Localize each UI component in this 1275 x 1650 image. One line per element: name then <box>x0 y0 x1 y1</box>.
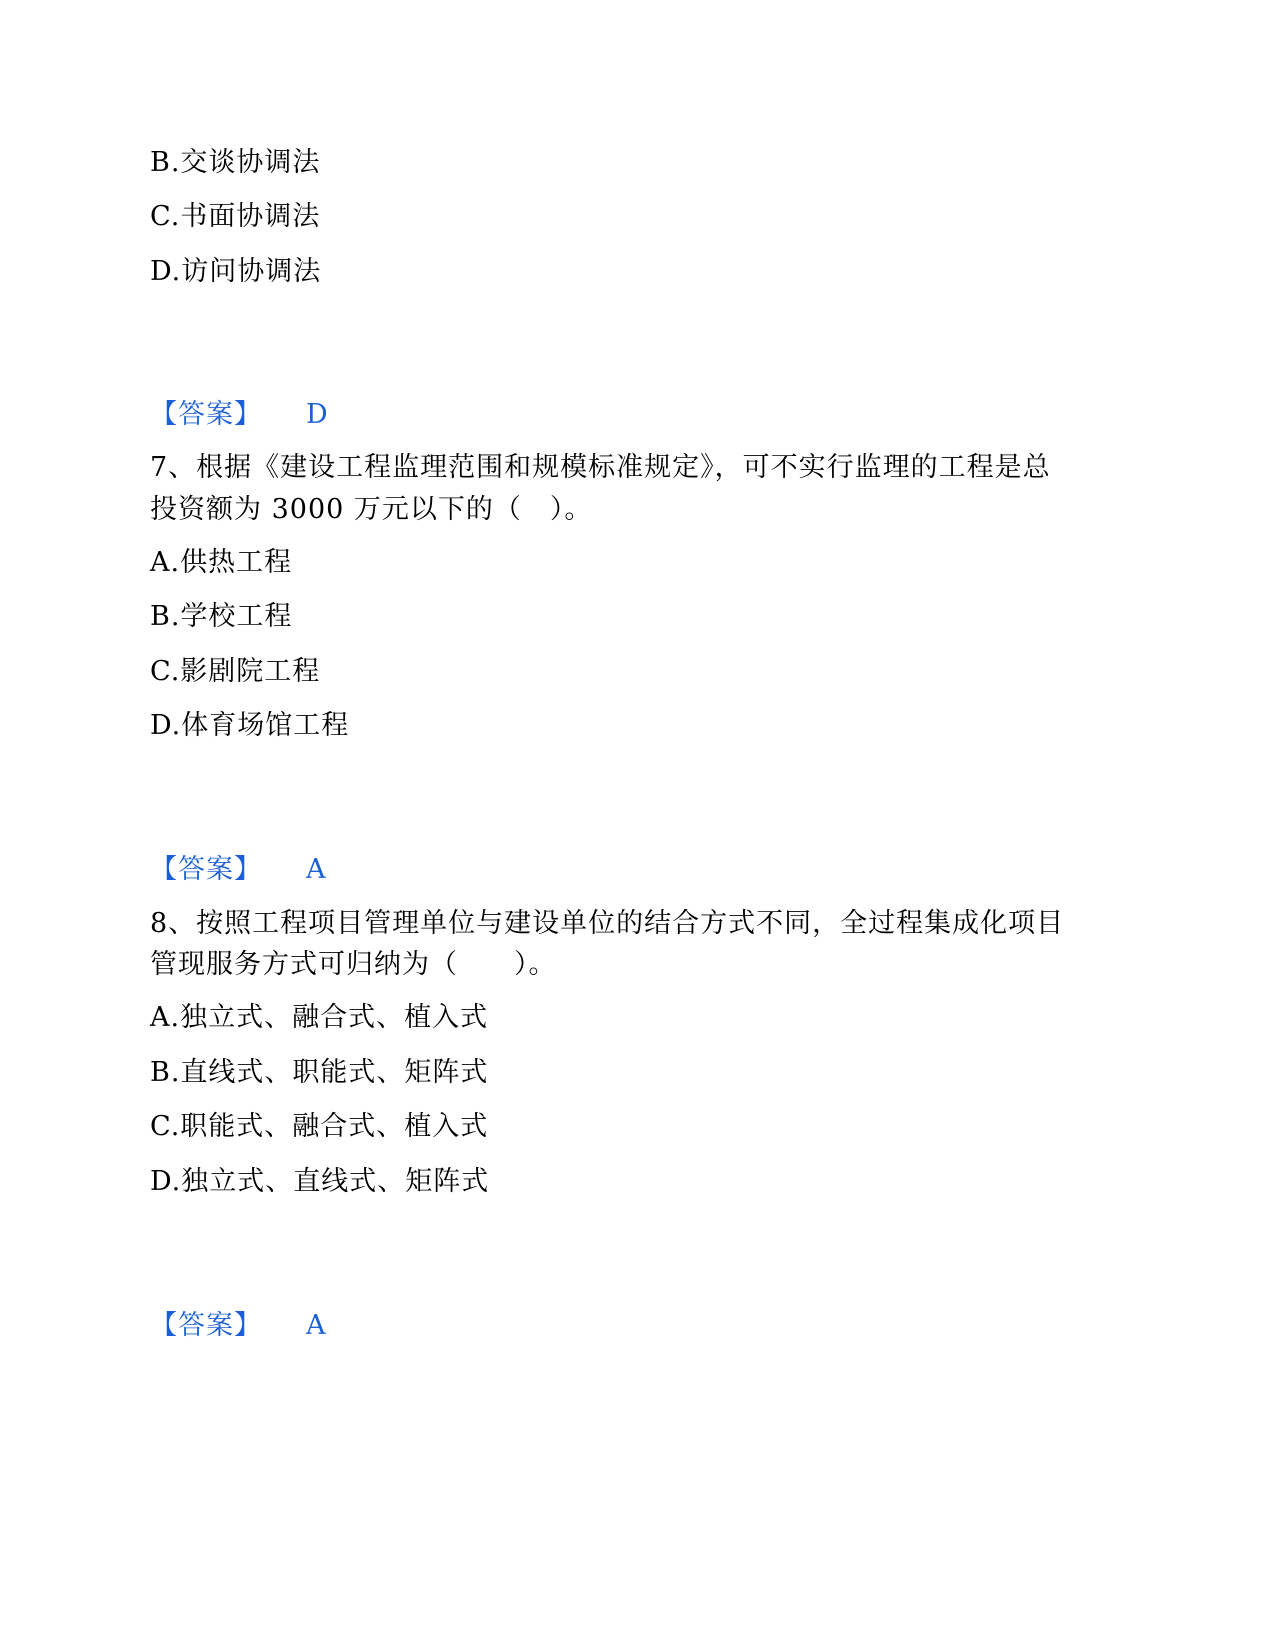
q6-option-c: C.书面协调法 <box>150 201 321 232</box>
q7-option-c: C.影剧院工程 <box>150 656 321 687</box>
q8-answer-label: 【答案】 <box>150 1310 262 1341</box>
q6-answer <box>150 397 329 433</box>
q6-option-d: D.访问协调法 <box>150 256 322 287</box>
q8-question-line-2: 管现服务方式可归纳为（ ）。 <box>150 949 557 980</box>
q7-question-line-2: 投资额为 3000 万元以下的（ ）。 <box>150 494 593 525</box>
q7-answer-value: A <box>306 854 327 885</box>
q7-question-line-1: 7、根据《建设工程监理范围和规模标准规定》，可不实行监理的工程是总 <box>150 452 1051 483</box>
q7-option-b: B.学校工程 <box>150 601 293 632</box>
q6-answer-label: 【答案】 <box>150 399 262 430</box>
q8-option-b: B.直线式、职能式、矩阵式 <box>150 1057 489 1088</box>
q8-option-a: A.独立式、融合式、植入式 <box>150 1002 489 1033</box>
q8-option-c: C.职能式、融合式、植入式 <box>150 1111 489 1142</box>
q7-answer-label: 【答案】 <box>150 854 262 885</box>
q7-option-d: D.体育场馆工程 <box>150 710 350 741</box>
q7-answer <box>150 852 327 888</box>
q8-option-d: D.独立式、直线式、矩阵式 <box>150 1166 490 1197</box>
q8-answer <box>150 1308 327 1344</box>
q6-option-b: B.交谈协调法 <box>150 147 321 178</box>
q7-option-a: A.供热工程 <box>150 547 293 578</box>
q6-answer-value: D <box>306 399 329 430</box>
q8-answer-value: A <box>306 1310 327 1341</box>
q8-question-line-1: 8、按照工程项目管理单位与建设单位的结合方式不同，全过程集成化项目 <box>150 908 1065 939</box>
